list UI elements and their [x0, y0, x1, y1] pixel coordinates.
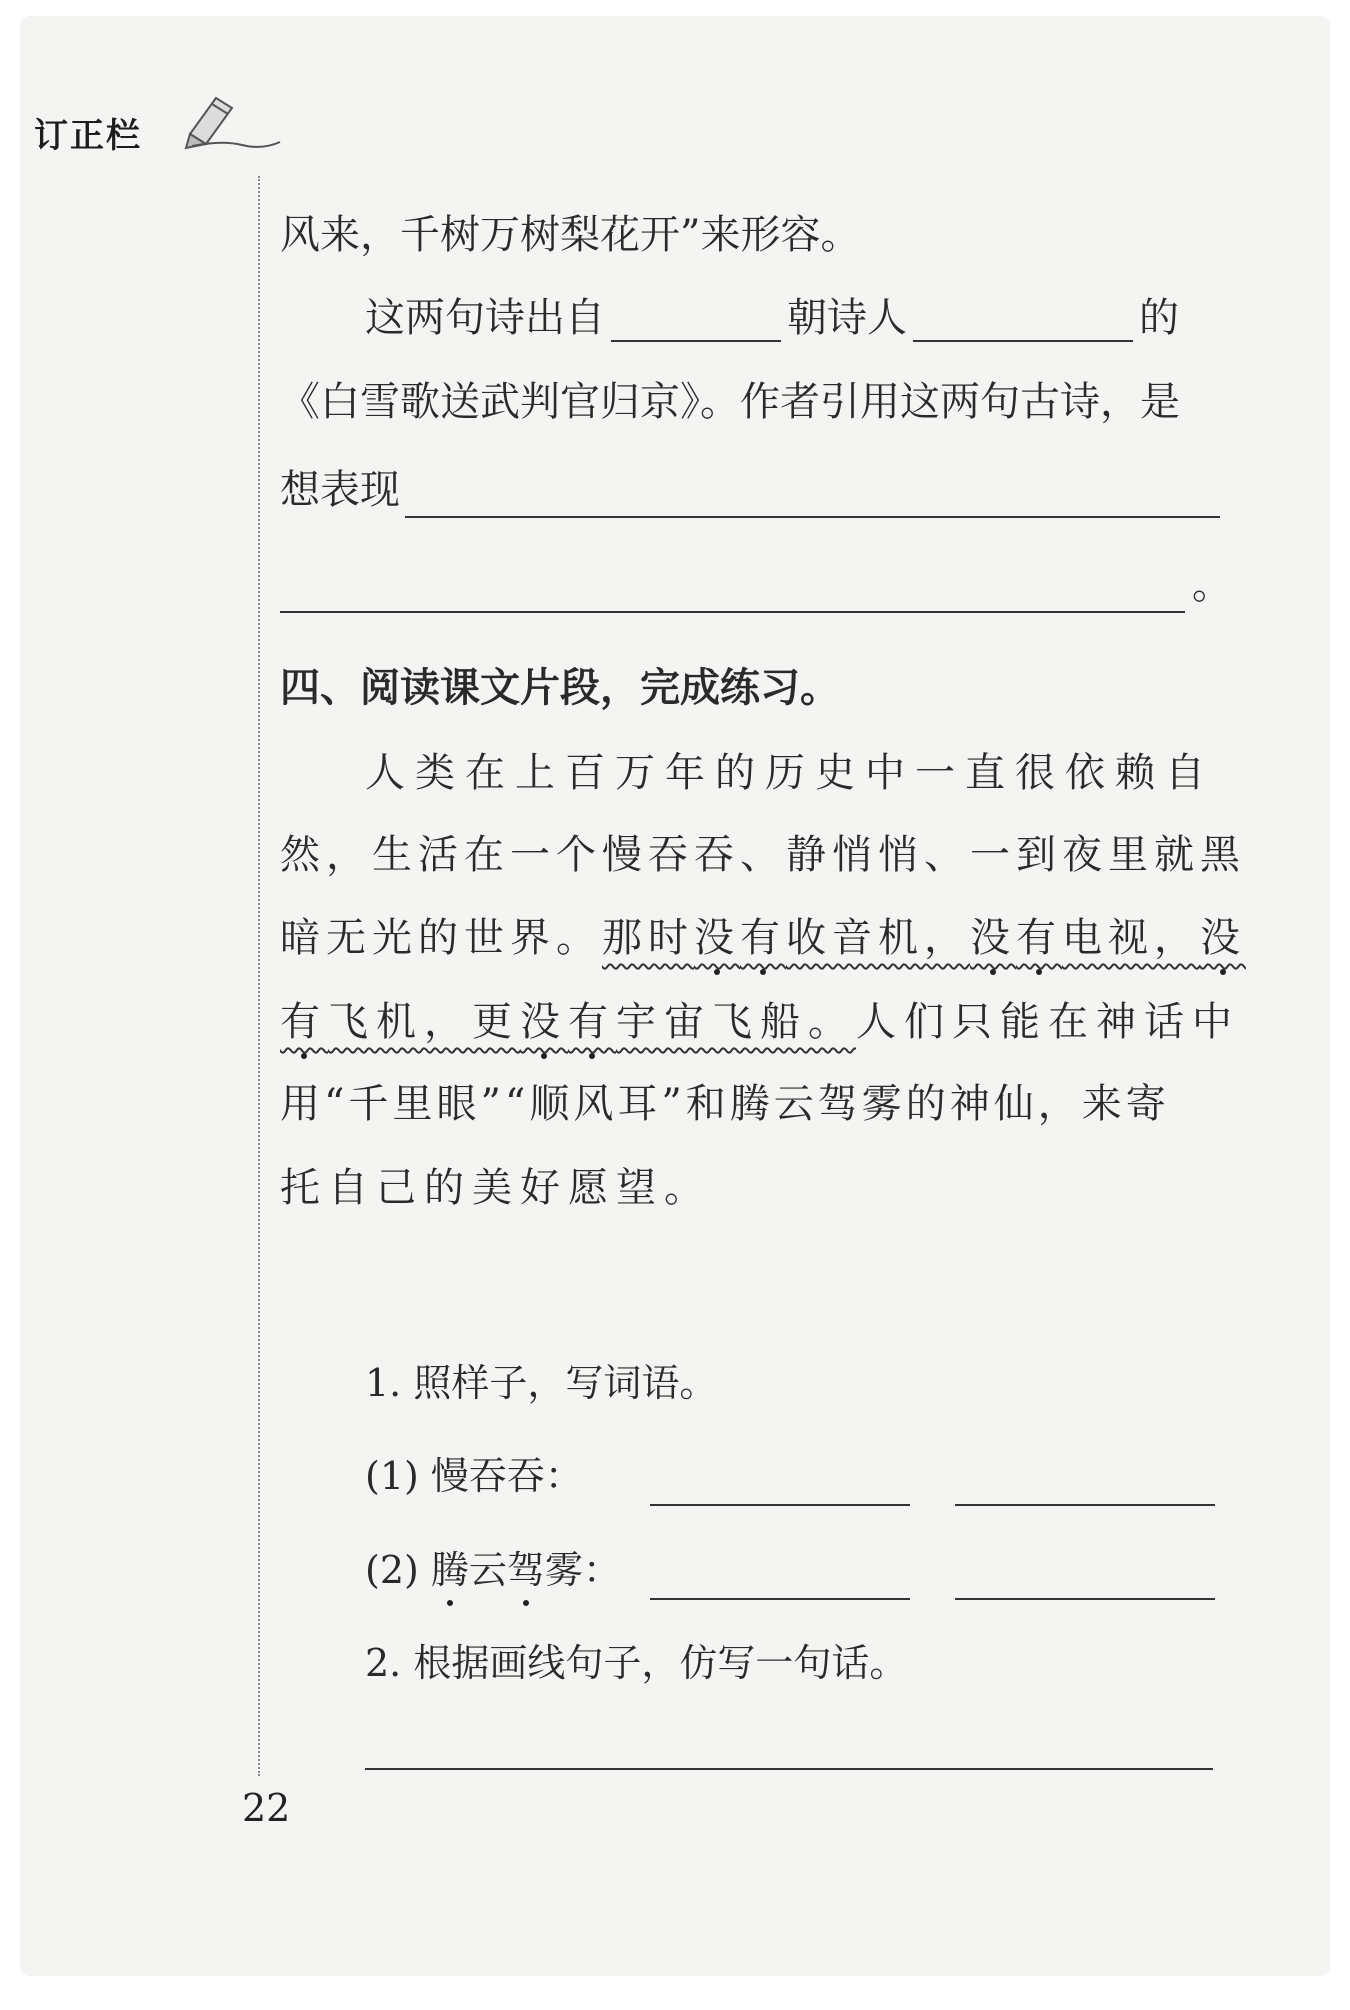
text-line: 《白雪歌送武判官归京》。作者引用这两句古诗，是: [280, 379, 1180, 425]
answer-blank[interactable]: [365, 1768, 1213, 1770]
exercise-1b-label: (2) 腾云驾雾：: [365, 1548, 621, 1592]
underlined-sentence: 那时没有收音机，没有电视，没: [602, 915, 1246, 961]
passage-text: 人们只能在神话中: [856, 999, 1240, 1045]
word-blank[interactable]: [955, 1598, 1215, 1600]
page-number: 22: [242, 1786, 291, 1830]
question-text: 这两句诗出自: [365, 295, 605, 341]
section-heading: 四、阅读课文片段，完成练习。: [280, 665, 840, 711]
underlined-sentence: 有飞机，更没有宇宙飞船。: [280, 999, 856, 1045]
question-text: 的: [1139, 295, 1179, 341]
passage-line: [280, 998, 1330, 1046]
exercise-1a-label: (1) 慢吞吞：: [365, 1454, 583, 1498]
margin-divider: [258, 176, 260, 1776]
passage-line: 人类在上百万年的历史中一直很依赖自: [365, 750, 1215, 796]
text-line: 想表现: [280, 467, 400, 513]
poet-blank[interactable]: [913, 304, 1133, 342]
passage-line: 然，生活在一个慢吞吞、静悄悄、一到夜里就黑: [280, 832, 1246, 878]
passage-line: 用“千里眼”“顺风耳”和腾云驾雾的神仙，来寄: [280, 1081, 1170, 1127]
answer-blank[interactable]: [280, 611, 1185, 613]
passage-line: 托自己的美好愿望。: [280, 1165, 712, 1211]
dynasty-blank[interactable]: [611, 304, 781, 342]
word-blank[interactable]: [650, 1598, 910, 1600]
workbook-page: [20, 16, 1330, 1976]
question-text: 朝诗人: [787, 295, 907, 341]
word-blank[interactable]: [955, 1504, 1215, 1506]
exercise-2-title: 2. 根据画线句子，仿写一句话。: [365, 1641, 908, 1685]
passage-text: 暗无光的世界。: [280, 915, 602, 961]
pencil-icon: [172, 90, 282, 150]
correction-column-title: 订正栏: [34, 116, 142, 156]
text-line: 风来，千树万树梨花开”来形容。: [280, 212, 861, 258]
passage-line: [280, 914, 1330, 962]
exercise-1-title: 1. 照样子，写词语。: [365, 1361, 718, 1405]
word-blank[interactable]: [650, 1504, 910, 1506]
period-mark: 。: [1192, 562, 1232, 608]
answer-blank[interactable]: [405, 516, 1220, 518]
question-line: [365, 294, 1330, 342]
